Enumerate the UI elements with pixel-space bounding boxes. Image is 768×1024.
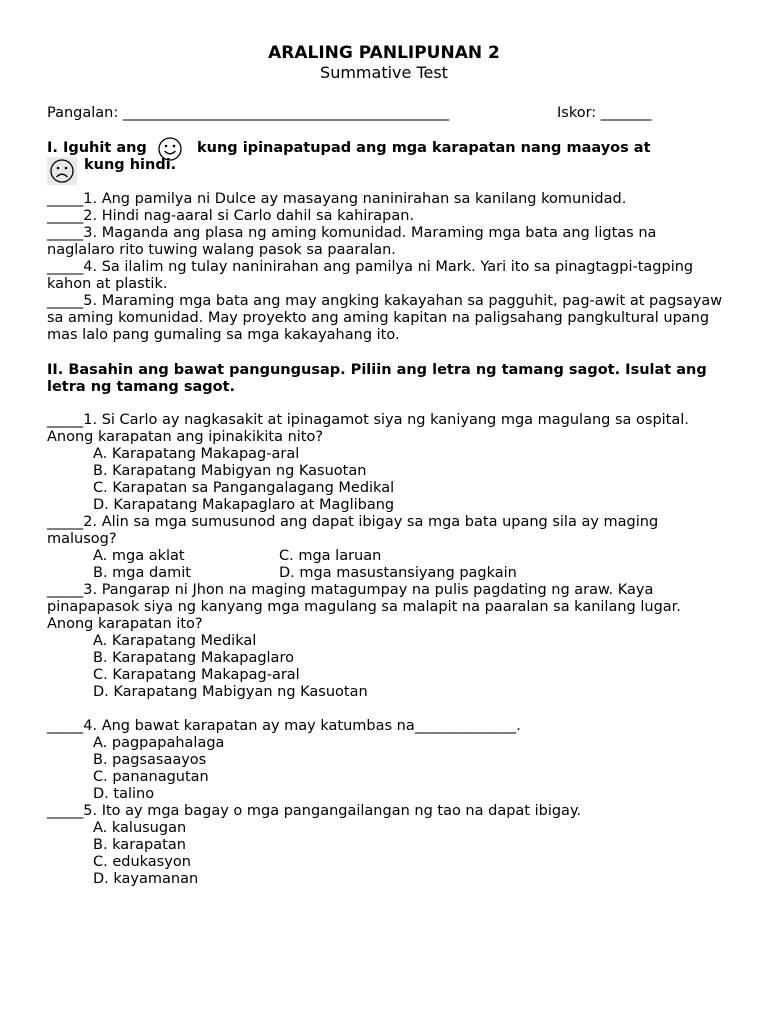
- page-subtitle: Summative Test: [320, 63, 448, 82]
- section1-instruction-part3: kung hindi.: [84, 157, 177, 173]
- question-1-text: _____1. Si Carlo ay nagkasakit at ipinagamot siya ng kaniyang mga magulang sa ospital. Anong karapatan ang ipinakikita nito?: [47, 412, 689, 445]
- question-2-options-row: [47, 565, 727, 582]
- question-4-option: B. pagsasaayos: [93, 752, 207, 768]
- question-5-option: B. karapatan: [93, 837, 186, 853]
- question-4-option: C. pananagutan: [93, 769, 209, 785]
- section1-instruction-part2: kung ipinapatupad ang mga karapatan nang maayos at: [197, 140, 651, 156]
- section2-questions: [47, 412, 727, 888]
- score-field-label: Iskor: _______: [557, 105, 652, 121]
- question-1-option: B. Karapatang Mabigyan ng Kasuotan: [93, 463, 367, 479]
- question-5-option: C. edukasyon: [93, 854, 191, 870]
- question-1-option: A. Karapatang Makapag-aral: [93, 446, 300, 462]
- question-5-text: _____5. Ito ay mga bagay o mga pangangailangan ng tao na dapat ibigay.: [47, 803, 582, 819]
- question-1-option: D. Karapatang Makapaglaro at Maglibang: [93, 497, 395, 513]
- sad-face-icon: [47, 157, 77, 185]
- page-title: ARALING PANLIPUNAN 2: [268, 43, 500, 63]
- question-2-option: A. mga aklat: [93, 548, 185, 564]
- section2-instruction: II. Basahin ang bawat pangungusap. Piliin ang letra ng tamang sagot. Isulat ang letra ng tamang sagot.: [47, 362, 707, 395]
- question-3-option: C. Karapatang Makapag-aral: [93, 667, 300, 683]
- question-2-text: _____2. Alin sa mga sumusunod ang dapat ibigay sa mga bata upang sila ay maging malusog?: [47, 514, 659, 547]
- section1-item: _____2. Hindi nag-aaral si Carlo dahil sa kahirapan.: [47, 208, 415, 224]
- question-2-option: B. mga damit: [93, 565, 191, 581]
- question-2-options-row: [47, 548, 727, 565]
- question-1-option: C. Karapatan sa Pangangalagang Medikal: [93, 480, 395, 496]
- question-3-text: _____3. Pangarap ni Jhon na maging matagumpay na pulis pagdating ng araw. Kaya pinapapasok siya ng kanyang mga magulang sa malapit na paaralan sa kanilang lugar. Anong karapatan ito?: [47, 582, 681, 632]
- question-4-option: D. talino: [93, 786, 155, 802]
- section1-item: _____3. Maganda ang plasa ng aming komunidad. Maraming mga bata ang ligtas na naglalaro rito tuwing walang pasok sa paaralan.: [47, 225, 657, 258]
- section1-item: _____4. Sa ilalim ng tulay naninirahan ang pamilya ni Mark. Yari ito sa pinagtagpi-tagping kahon at plastik.: [47, 259, 694, 292]
- section1-item: _____1. Ang pamilya ni Dulce ay masayang naninirahan sa kanilang komunidad.: [47, 191, 627, 207]
- section1-item: _____5. Maraming mga bata ang may angking kakayahan sa pagguhit, pag-awit at pagsayaw sa aming komunidad. May proyekto ang aming kapitan na paligsahang pangkultural upang mas lalo pang gumaling sa mga kakayahang ito.: [47, 293, 723, 343]
- spacer: [47, 701, 727, 718]
- section1-items: [47, 191, 727, 344]
- question-4-option: A. pagpapahalaga: [93, 735, 225, 751]
- question-4-text: _____4. Ang bawat karapatan ay may katumbas na______________.: [47, 718, 521, 734]
- question-3-option: D. Karapatang Mabigyan ng Kasuotan: [93, 684, 368, 700]
- question-3-option: A. Karapatang Medikal: [93, 633, 257, 649]
- question-5-option: A. kalusugan: [93, 820, 187, 836]
- question-2-option: D. mga masustansiyang pagkain: [279, 565, 517, 581]
- question-5-option: D. kayamanan: [93, 871, 199, 887]
- section1-instruction-part1: I. Iguhit ang: [47, 140, 147, 156]
- student-info-row: [47, 104, 727, 122]
- name-field-label: Pangalan: _____________________________________________: [47, 105, 450, 121]
- question-3-option: B. Karapatang Makapaglaro: [93, 650, 294, 666]
- question-2-option: C. mga laruan: [279, 548, 382, 564]
